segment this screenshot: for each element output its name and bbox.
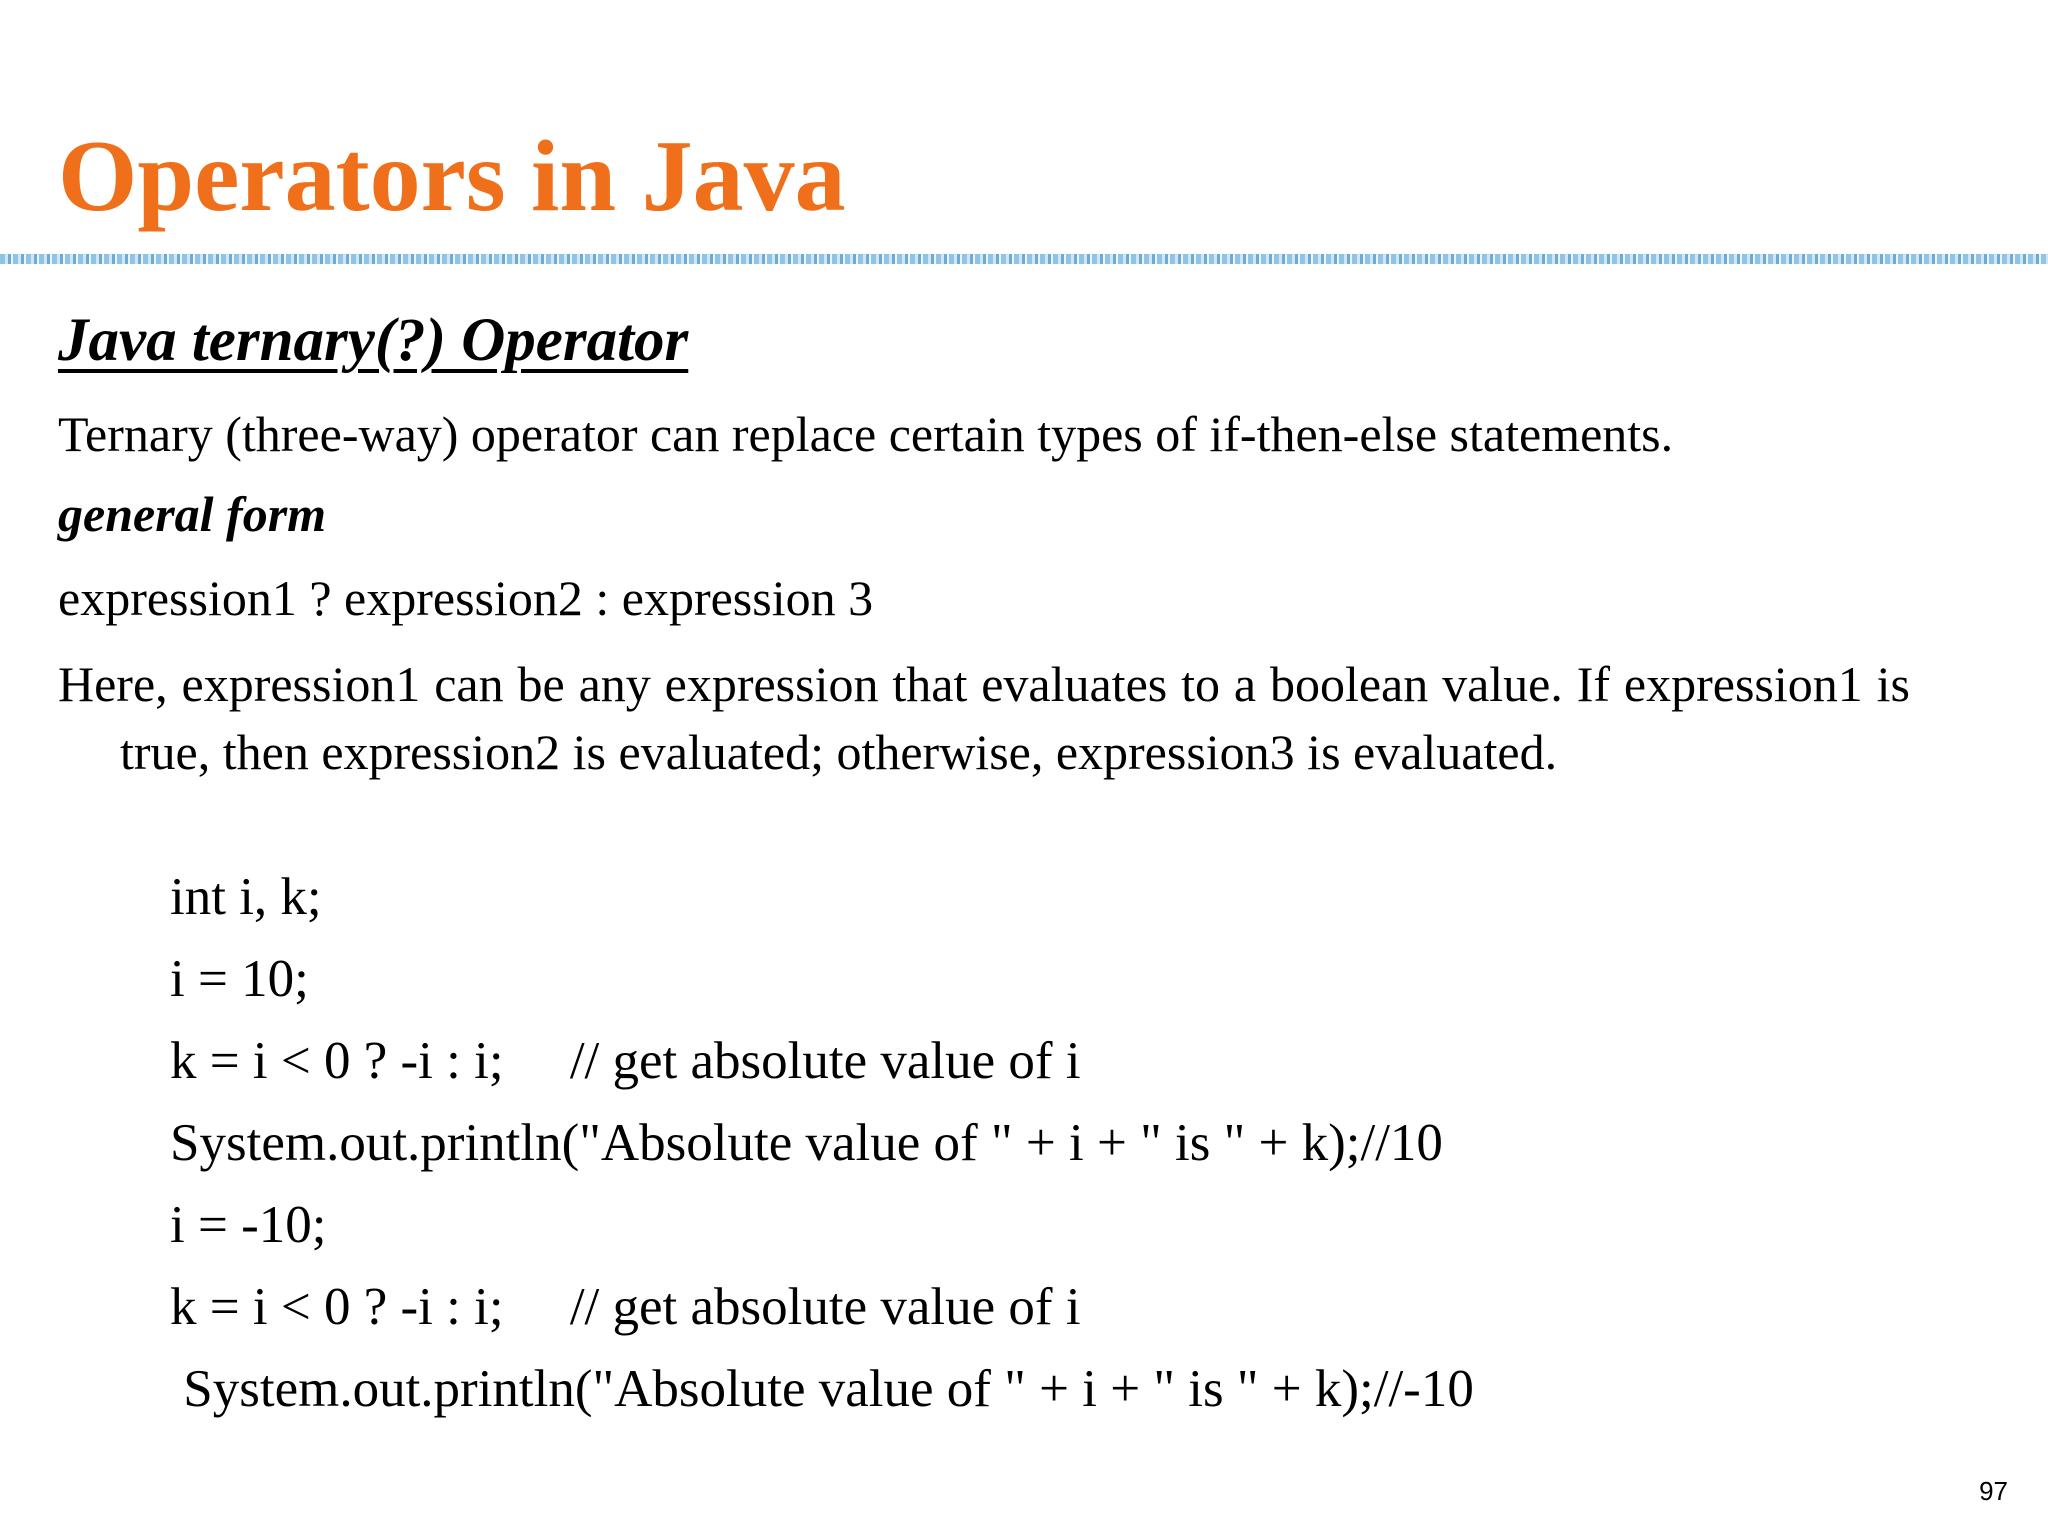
general-form-expression: expression1 ? expression2 : expression 3 [58,570,874,626]
code-line-5: i = -10; [170,1196,327,1254]
section-heading: Java ternary(?) Operator [58,307,689,374]
intro-text: Ternary (three-way) operator can replace certain types of if-then-else statements. [58,406,1674,462]
general-form-label: general form [58,486,327,542]
code-line-1: int i, k; [170,868,322,926]
code-line-4: System.out.println("Absolute value of " + i + " is " + k);//10 [170,1114,1443,1172]
code-line-3: k = i < 0 ? -i : i; // get absolute value of i [170,1032,1081,1090]
slide-title: Operators in Java [58,120,846,233]
title-divider [0,254,2048,264]
page-number: 97 [1979,1476,2008,1506]
explanation-paragraph: Here, expression1 can be any expression that evaluates to a boolean value. If expression1 is true, then expression2 is evaluated; otherwise, expression3 is evaluated. [58,656,1910,780]
code-line-7: System.out.println("Absolute value of " + i + " is " + k);//-10 [170,1360,1474,1418]
code-line-6: k = i < 0 ? -i : i; // get absolute value of i [170,1278,1081,1336]
code-line-2: i = 10; [170,950,309,1008]
